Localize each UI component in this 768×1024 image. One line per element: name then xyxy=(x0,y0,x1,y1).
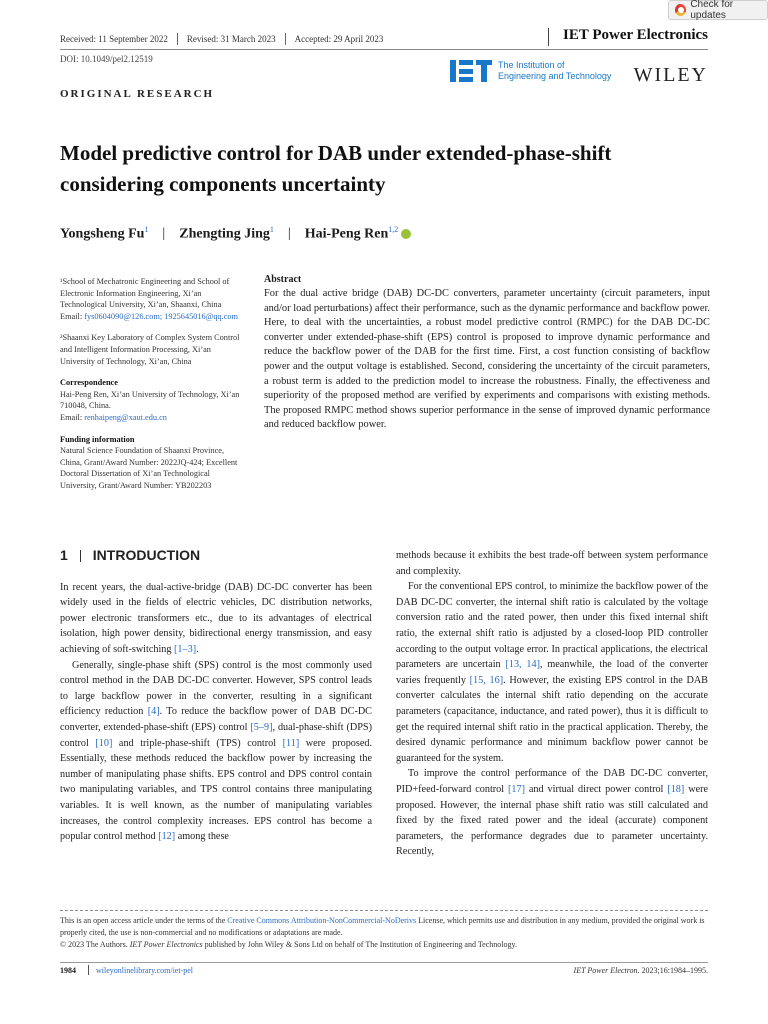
iet-logo-text-2: Engineering and Technology xyxy=(498,71,612,81)
check-for-updates-button[interactable] xyxy=(668,0,768,20)
divider xyxy=(285,33,286,45)
header-rule xyxy=(60,49,708,50)
divider xyxy=(548,28,549,46)
citation-link[interactable]: [12] xyxy=(158,831,176,843)
title-line: considering components uncertainty xyxy=(60,172,386,196)
affiliation-2: ²Shaanxi Key Laboratory of Complex System Control and Intelligent Information Processing, Xi’an University of Technology, Xi’an, China xyxy=(60,333,240,366)
iet-logo xyxy=(450,60,611,82)
license-link[interactable]: Creative Commons Attribution-NonCommercial-NoDerivs xyxy=(227,916,417,925)
footer-rule xyxy=(60,910,708,911)
article-title xyxy=(60,138,700,200)
copyright: © 2023 The Authors. IET Power Electronics published by John Wiley & Sons Ltd on behalf of The Institution of Engineering and Technology. xyxy=(60,939,517,949)
journal-name: IET Power Electronics xyxy=(563,27,708,43)
doi: DOI: 10.1049/pel2.12519 xyxy=(60,54,153,64)
citation-link[interactable]: [4] xyxy=(147,706,160,718)
citation-link[interactable]: [10] xyxy=(95,737,113,749)
funding-heading: Funding information xyxy=(60,434,135,444)
abstract-text: For the dual active bridge (DAB) DC-DC converters, parameter uncertainty (circuit parameters, input and/or load perturbations) affect their performance, such as the dynamic performance and backflow power. Here, to deal with the uncertainties, a robust model predictive control (RMPC) for the DAB DC-DC converter under extended-phase-shift (EPS) control is proposed to improve dynamic performance and reduce the backflow power of the DAB for the first time. First, a cost function consisting of backflow power and the output voltage is established. Second, considering the uncertainty of the circuit parameters, a robust term is added to the prediction model to increase the robustness. Finally, the effectiveness and superiority of the proposed method are verified by experiments and comparisons with existing methods. The proposed RMPC method shows superior performance in the sense of improved dynamic performance and reduced backflow power. xyxy=(264,288,710,431)
paragraph: methods because it exhibits the best trade-off between system performance and complexity. xyxy=(396,550,708,577)
abstract-heading: Abstract xyxy=(264,274,302,285)
paragraph: For the conventional EPS control, to minimize the backflow power of the DAB DC-DC converter, the internal shift ratio is calculated by the voltage conversion ratio and the rated power, then under this fixed internal shift ratio, the external shift ratio is adjusted by a closed-loop PID controller according to the output voltage error. In practical applications, the electrical parameters are uncertain [13, 14], meanwhile, the load of the converter varies frequently [15, 16]. However, the existing EPS control in the DAB converter calculates the internal shift ratio depending on the accurate parameters (capacitance, inductance, and rated power), thus it is difficult to get the required internal shift ratio in the practical application. Thereby, the desired dynamic performance and minimum backflow power cannot be guaranteed for the system. xyxy=(396,581,708,764)
body-column-right xyxy=(396,548,708,860)
correspondence-text: Hai-Peng Ren, Xi’an University of Technology, Xi’an 710048, China. xyxy=(60,389,240,411)
iet-logo-text-1: The Institution of xyxy=(498,60,565,70)
paragraph: In recent years, the dual-active-bridge (DAB) DC-DC converter has been widely used in the fields of electric vehicles, DC distribution networks, power electronic transformers etc., due to its advantages of electrical isolation, high power density, bidirectional energy transmission, and easy achieving of soft-switching [1–3]. xyxy=(60,581,372,655)
accepted-date: Accepted: 29 April 2023 xyxy=(294,34,384,44)
author-name[interactable]: Hai-Peng Ren$^{1,2}$ xyxy=(304,225,399,242)
citation-link[interactable]: [11] xyxy=(282,737,300,749)
citation-link[interactable]: [15, 16] xyxy=(469,674,504,686)
divider xyxy=(88,965,89,975)
paragraph: Generally, single-phase shift (SPS) control is the most commonly used control method in the DAB DC-DC converter. However, SPS control leads to large backflow power in the converter, resulting in a significant efficiency reduction [4]. To reduce the backflow power of DAB DC-DC converter, extended-phase-shift (EPS) control [5–9], dual-phase-shift (DPS) control [10] and triple-phase-shift (TPS) control [11] were proposed. Essentially, these methods reduced the backflow power by increasing the number of manipulating phase shifts. EPS control and DPS control contain two manipulating variables, and TPS control contains three manipulating variables. It is well known, as the number of manipulating variables increases, the control complexity increases. EPS control has become a popular control method [12] among these xyxy=(60,659,373,843)
author-list: Yongsheng Fu$^1$ | Zhengting Jing$^1$ | Hai-Peng Ren$^{1,2}$ xyxy=(60,225,411,243)
author-name[interactable]: Yongsheng Fu$^1$ xyxy=(60,225,149,242)
author-info-column: ¹School of Mechatronic Engineering and School of Electronic Information Engineering, Xi’an Technological University, Xi’an, Shaanxi, China Email: fys0604090@126.com; 1925645016@qq.com ²Shaanxi Key Laboratory of Complex System Control and Intelligent Information Processing, Xi’an University of Technology, Xi’an, China Correspondence Hai-Peng Ren, Xi’an University of Technology, Xi’an 710048, China. Email: renhaipeng@xaut.edu.cn Funding information Natural Science Foundation of Shaanxi Province, China, Grant/Award Number: 2022JQ-424; Excellent Doctoral Dissertation of Xi’an Technological University, Grant/Award Number: YB202203 xyxy=(60,276,246,502)
citation-link[interactable]: [1–3] xyxy=(174,643,197,655)
citation-link[interactable]: [18] xyxy=(667,783,685,795)
correspondence-email-link[interactable]: renhaipeng@xaut.edu.cn xyxy=(84,412,167,422)
journal-url-link[interactable]: wileyonlinelibrary.com/iet-pel xyxy=(96,966,194,975)
citation-link[interactable]: [17] xyxy=(508,783,525,795)
title-line: Model predictive control for DAB under extended-phase-shift xyxy=(60,141,612,165)
body-column-left xyxy=(60,548,372,845)
crossmark-icon xyxy=(675,4,686,16)
section-heading: 1 INTRODUCTION xyxy=(60,547,201,563)
orcid-icon[interactable] xyxy=(401,229,411,239)
received-date: Received: 11 September 2022 xyxy=(60,34,168,44)
iet-logo-icon xyxy=(450,60,492,82)
article-type: ORIGINAL RESEARCH xyxy=(60,88,215,100)
revised-date: Revised: 31 March 2023 xyxy=(186,34,276,44)
article-dates xyxy=(60,33,383,45)
author-email-link[interactable]: fys0604090@126.com; 1925645016@qq.com xyxy=(84,311,238,321)
citation-link[interactable]: [13, 14] xyxy=(505,659,540,671)
citation-link[interactable]: [5–9] xyxy=(250,721,273,733)
divider xyxy=(177,33,178,45)
correspondence-heading: Correspondence xyxy=(60,378,118,388)
footer-rule xyxy=(60,962,708,963)
abstract xyxy=(264,274,710,433)
funding-text: Natural Science Foundation of Shaanxi Province, China, Grant/Award Number: 2022JQ-424; Excellent Doctoral Dissertation of Xi’an Technological University, Grant/Award Number: YB202203 xyxy=(60,446,238,490)
citation-info: IET Power Electron. 2023;16:1984–1995. xyxy=(573,966,708,975)
author-name[interactable]: Zhengting Jing$^1$ xyxy=(179,225,274,242)
wiley-logo: WILEY xyxy=(633,64,708,86)
page-number: 1984 xyxy=(60,966,76,975)
affiliation-1: ¹School of Mechatronic Engineering and School of Electronic Information Engineering, Xi’an Technological University, Xi’an, Shaanxi, China xyxy=(60,277,230,310)
license-notice: This is an open access article under the terms of the Creative Commons Attribution-NonCommercial-NoDerivs License, which permits use and distribution in any medium, provided the original work is properly cited, the use is non-commercial and no modifications or adaptations are made. © 2023 The Authors. IET Power Electronics published by John Wiley & Sons Ltd on behalf of The Institution of Engineering and Technology. xyxy=(60,915,710,950)
paragraph: To improve the control performance of the DAB DC-DC converter, PID+feed-forward control [17] and virtual direct power control [18] were proposed. However, the internal phase shift ratio was still calculated and fixed by the fixed rated power and the ideal (accurate) component parameters, the performance degrades due to parameter uncertainty. Recently, xyxy=(396,768,709,858)
check-for-updates-label: Check for updates xyxy=(690,0,734,21)
